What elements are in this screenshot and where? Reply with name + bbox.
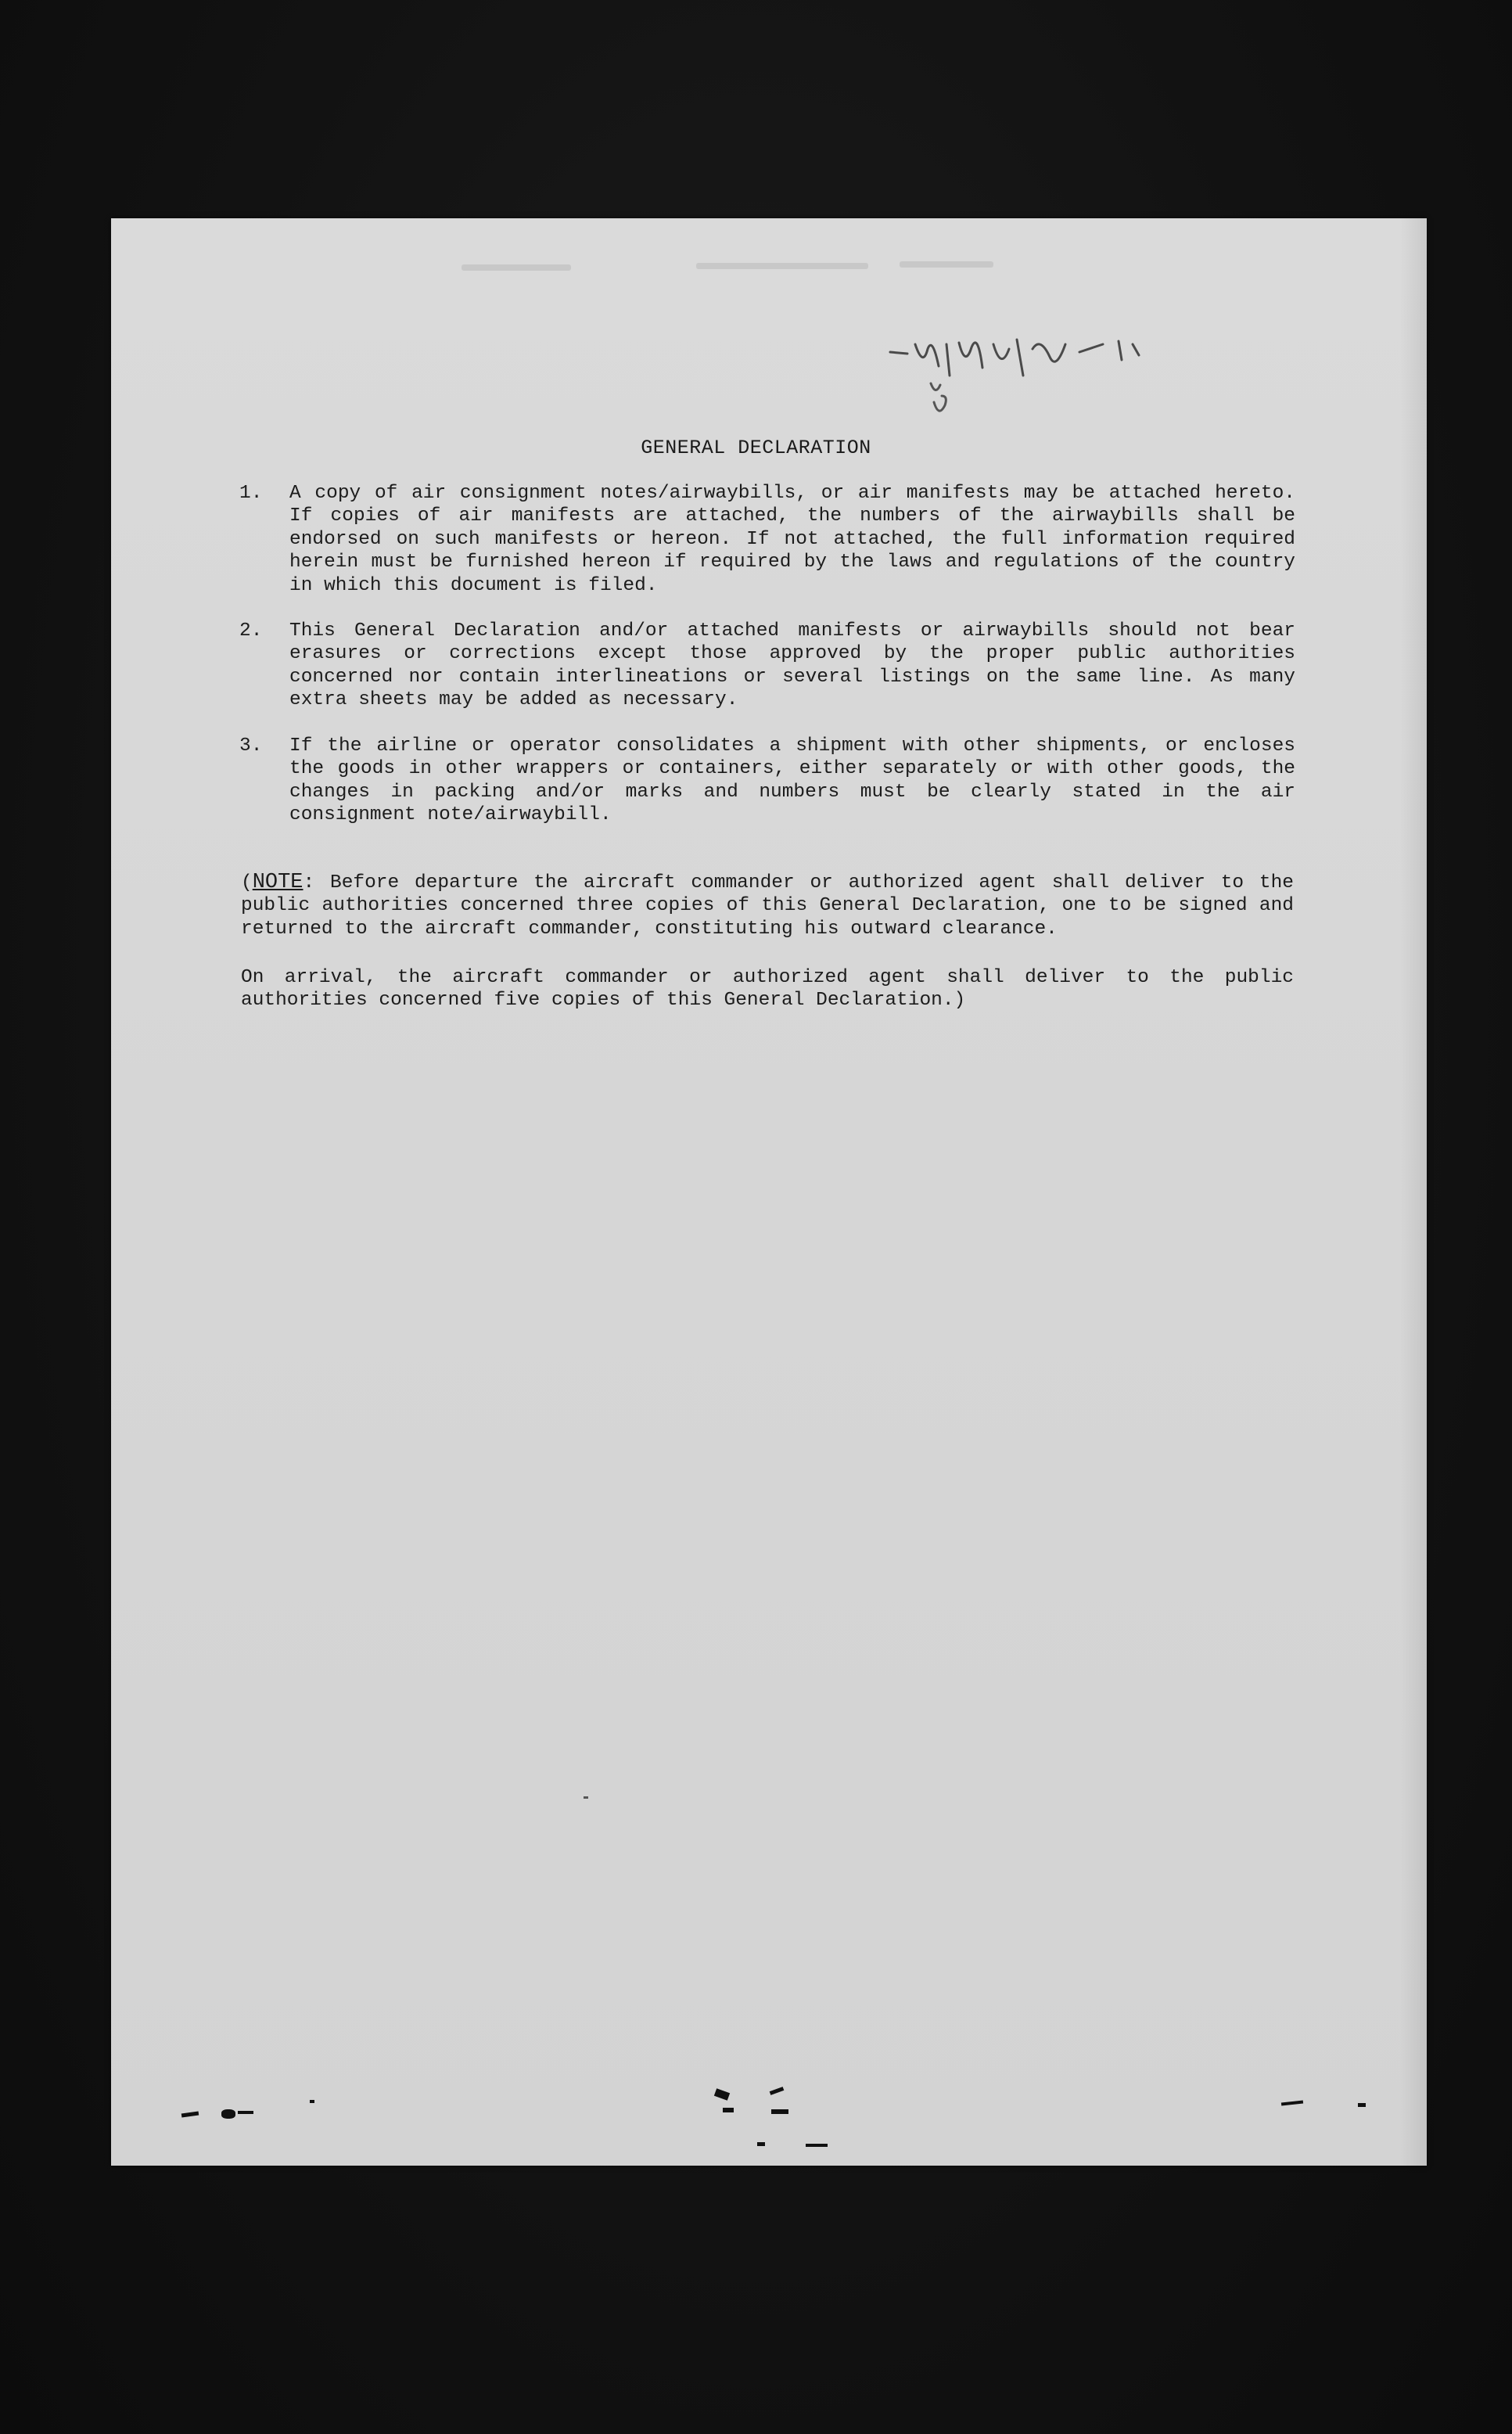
note-paragraph [241,872,1294,940]
item-number: 3. [239,735,263,757]
hole-mark [221,2109,235,2119]
hole-mark [723,2108,734,2112]
bleed-through-line [900,261,993,268]
declaration-item-2 [239,620,1295,712]
item-text: This General Declaration and/or attached manifests or airwaybills should not bear erasures or corrections except those approved by the proper public authorities concerned nor contain interlineations or several listings on the same line. As many extra sheets may be added as necessary. [289,620,1295,711]
note-label: NOTE [252,871,303,894]
hole-mark [771,2109,788,2114]
speck [584,1796,588,1799]
note-open-paren: ( [241,872,253,893]
item-text: A copy of air consignment notes/airwaybills, or air manifests may be attached hereto. If copies of air manifests are attached, the numbers of the airwaybills shall be endorsed on such manifests or hereon. If not attached, the full information required herein must be furnished hereon if required by the laws and regulations of the country in which this document is filed. [289,483,1295,596]
declaration-item-1 [239,482,1295,597]
note-colon: : [303,872,315,893]
bleed-through-line [696,263,868,269]
hole-mark [238,2111,253,2114]
arrival-paragraph: On arrival, the aircraft commander or authorized agent shall deliver to the public authorities concerned five copies of this General Declaration.) [241,967,1294,1012]
hole-mark [757,2142,765,2146]
handwritten-scribble [884,321,1165,446]
item-text: If the airline or operator consolidates a shipment with other shipments, or encloses the goods in other wrappers or containers, either separately or with other goods, the changes in packing and/or marks and numbers must be clearly stated in the air consignment note/airwaybill. [289,735,1295,826]
bleed-through-line [462,264,571,271]
page-edge-shadow [1400,218,1427,2166]
note-text: Before departure the aircraft commander or authorized agent shall deliver to the public authorities concerned three copies of this General Declaration, one to be signed and returned to the aircraft commander, constituting his outward clearance. [241,872,1294,940]
item-number: 2. [239,620,263,642]
hole-mark [310,2100,314,2103]
document-title: GENERAL DECLARATION [641,437,871,459]
hole-mark [806,2144,828,2147]
item-number: 1. [239,483,263,504]
hole-mark [1358,2103,1366,2107]
declaration-item-3 [239,735,1295,827]
